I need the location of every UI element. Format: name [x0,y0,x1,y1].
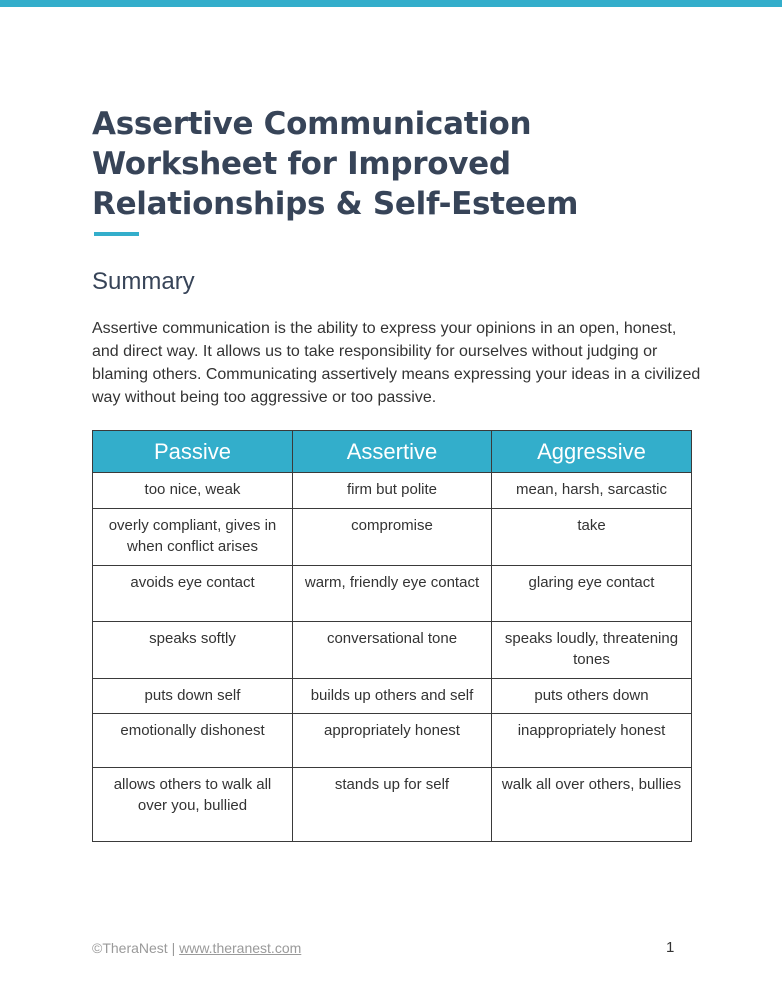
table-cell: inappropriately honest [492,714,692,768]
title-underline-accent [94,232,139,236]
footer-website-link[interactable]: www.theranest.com [179,940,302,956]
table-cell: walk all over others, bullies [492,768,692,842]
table-row [93,768,692,842]
table-cell: mean, harsh, sarcastic [492,473,692,509]
top-accent-bar [0,0,782,7]
table-cell: too nice, weak [93,473,293,509]
table-cell: firm but polite [293,473,492,509]
table-cell: speaks loudly, threatening tones [492,622,692,679]
page-title: Assertive Communication Worksheet for Improved Relationships & Self-Esteem [92,106,579,222]
table-cell: puts others down [492,679,692,714]
table-row [93,679,692,714]
summary-heading: Summary [92,268,195,295]
table-row [93,509,692,566]
footer-copyright: ©TheraNest [92,940,168,956]
table-cell: warm, friendly eye contact [293,566,492,622]
table-header-row [93,431,692,473]
header-passive: Passive [93,431,293,473]
footer-separator: | [171,940,176,956]
footer [92,940,301,956]
communication-styles-table [92,430,692,842]
table-cell: compromise [293,509,492,566]
table-cell: take [492,509,692,566]
table-row [93,566,692,622]
page-number: 1 [666,939,675,956]
table-cell: appropriately honest [293,714,492,768]
table-cell: emotionally dishonest [93,714,293,768]
table-cell: glaring eye contact [492,566,692,622]
header-assertive: Assertive [293,431,492,473]
table-cell: speaks softly [93,622,293,679]
table-cell: allows others to walk all over you, bullied [93,768,293,842]
table-cell: builds up others and self [293,679,492,714]
table-row [93,622,692,679]
table-row [93,714,692,768]
table-row [93,473,692,509]
table-cell: overly compliant, gives in when conflict arises [93,509,293,566]
table-cell: stands up for self [293,768,492,842]
table-cell: conversational tone [293,622,492,679]
header-aggressive: Aggressive [492,431,692,473]
summary-text: Assertive communication is the ability to express your opinions in an open, honest, and direct way. It allows us to take responsibility for ourselves without judging or blaming others. Communicating assertively means expressing your ideas in a civilized way without being too aggressive or too passive. [92,320,701,406]
table-cell: puts down self [93,679,293,714]
table-cell: avoids eye contact [93,566,293,622]
